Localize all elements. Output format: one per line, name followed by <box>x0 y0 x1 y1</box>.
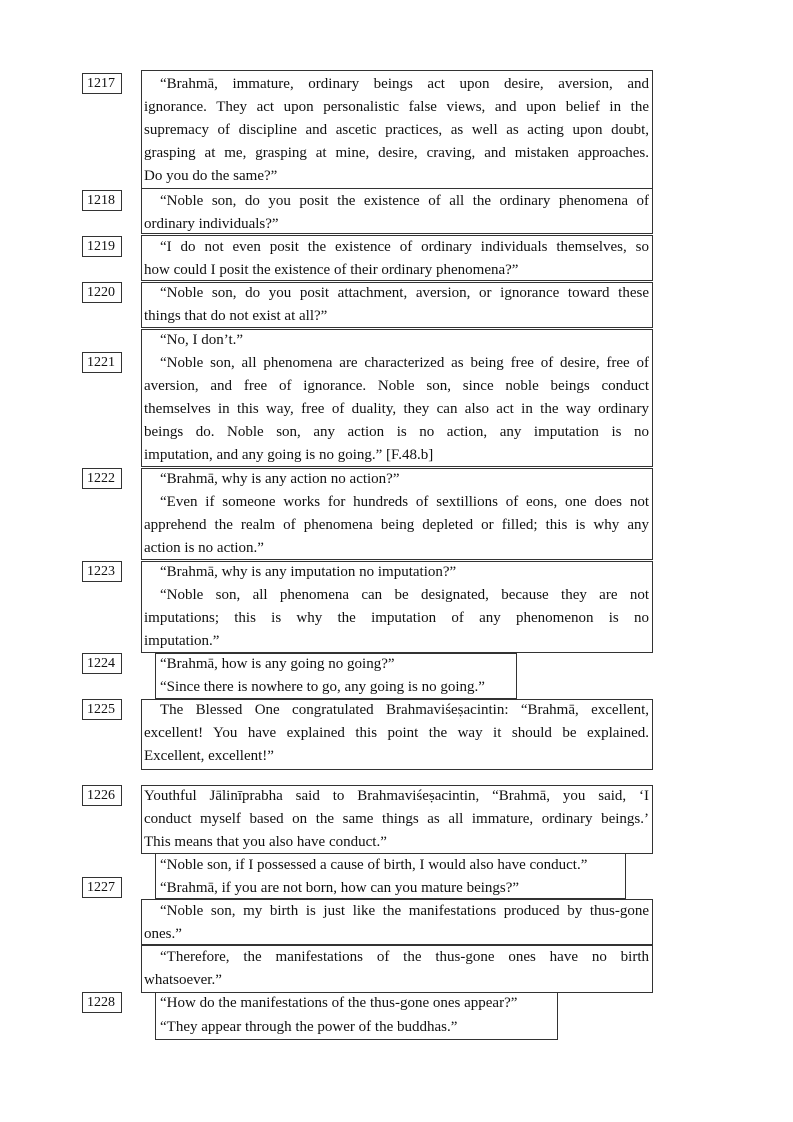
text-line: “Brahmā, why is any imputation no imputation?” <box>160 564 457 580</box>
segment-number: 1221 <box>82 352 122 373</box>
text-line: things that do not exist at all?” <box>144 308 328 324</box>
text-line: “How do the manifestations of the thus-gone ones appear?” <box>160 995 518 1011</box>
segment-number: 1222 <box>82 468 122 489</box>
text-line: “Brahmā, if you are not born, how can you mature beings?” <box>160 880 520 896</box>
text-line: ones.” <box>144 926 182 942</box>
text-line: “Noble son, do you posit the existence of all the ordinary phenomena of <box>160 193 649 209</box>
text-line: conduct myself based on the same things as all immature, ordinary beings.’ <box>144 811 649 827</box>
text-line: imputations; this is why the imputation of any phenomenon is no <box>144 610 649 626</box>
text-line: This means that you also have conduct.” <box>144 834 387 850</box>
text-line: “Noble son, my birth is just like the manifestations produced by thus-gone <box>160 903 649 919</box>
text-line: themselves in this way, free of duality, they can also act in the way ordinary <box>144 401 649 417</box>
text-line: “Noble son, all phenomena can be designated, because they are not <box>160 587 649 603</box>
text-line: Excellent, excellent!” <box>144 748 274 764</box>
segment-number: 1218 <box>82 190 122 211</box>
text-line: whatsoever.” <box>144 972 222 988</box>
text-line: apprehend the realm of phenomena being depleted or filled; this is why any <box>144 517 649 533</box>
segment-number: 1223 <box>82 561 122 582</box>
text-line: Do you do the same?” <box>144 168 278 184</box>
text-line: how could I posit the existence of their ordinary phenomena?” <box>144 262 519 278</box>
text-line: “Brahmā, how is any going no going?” <box>160 656 395 672</box>
text-line: “Brahmā, immature, ordinary beings act upon desire, aversion, and <box>160 76 649 92</box>
text-line: “Noble son, all phenomena are characterized as being free of desire, free of <box>160 355 649 371</box>
segment-number: 1217 <box>82 73 122 94</box>
text-line: action is no action.” <box>144 540 264 556</box>
segment-number: 1228 <box>82 992 122 1013</box>
text-line: “Therefore, the manifestations of the thus-gone ones have no birth <box>160 949 649 965</box>
segment-number: 1220 <box>82 282 122 303</box>
text-line: Youthful Jālinīprabha said to Brahmaviśeṣacintin, “Brahmā, you said, ‘I <box>144 788 649 804</box>
segment-number: 1224 <box>82 653 122 674</box>
text-line: aversion, and free of ignorance. Noble son, since noble beings conduct <box>144 378 649 394</box>
text-line: “Even if someone works for hundreds of sextillions of eons, one does not <box>160 494 649 510</box>
text-line: “Since there is nowhere to go, any going is no going.” <box>160 679 485 695</box>
text-line: “Brahmā, why is any action no action?” <box>160 471 400 487</box>
text-line: “Noble son, do you posit attachment, aversion, or ignorance toward these <box>160 285 649 301</box>
segment-number: 1225 <box>82 699 122 720</box>
text-line: “Noble son, if I possessed a cause of birth, I would also have conduct.” <box>160 857 588 873</box>
text-line: “No, I don’t.” <box>160 332 244 348</box>
text-line: excellent! You have explained this point the way it should be explained. <box>144 725 649 741</box>
text-line: imputation, and any going is no going.” [F.48.b] <box>144 447 434 463</box>
text-line: The Blessed One congratulated Brahmaviśeṣacintin: “Brahmā, excellent, <box>160 702 649 718</box>
segment-number: 1227 <box>82 877 122 898</box>
text-line: “They appear through the power of the buddhas.” <box>160 1019 458 1035</box>
text-line: imputation.” <box>144 633 220 649</box>
text-line: “I do not even posit the existence of ordinary individuals themselves, so <box>160 239 649 255</box>
segment-number: 1226 <box>82 785 122 806</box>
text-line: supremacy of discipline and ascetic practices, as well as acting upon doubt, <box>144 122 649 138</box>
text-line: grasping at me, grasping at mine, desire, craving, and mistaken approaches. <box>144 145 649 161</box>
text-line: beings do. Noble son, any action is no action, any imputation is no <box>144 424 649 440</box>
text-line: ordinary individuals?” <box>144 216 279 232</box>
text-line: ignorance. They act upon personalistic false views, and upon belief in the <box>144 99 649 115</box>
segment-number: 1219 <box>82 236 122 257</box>
